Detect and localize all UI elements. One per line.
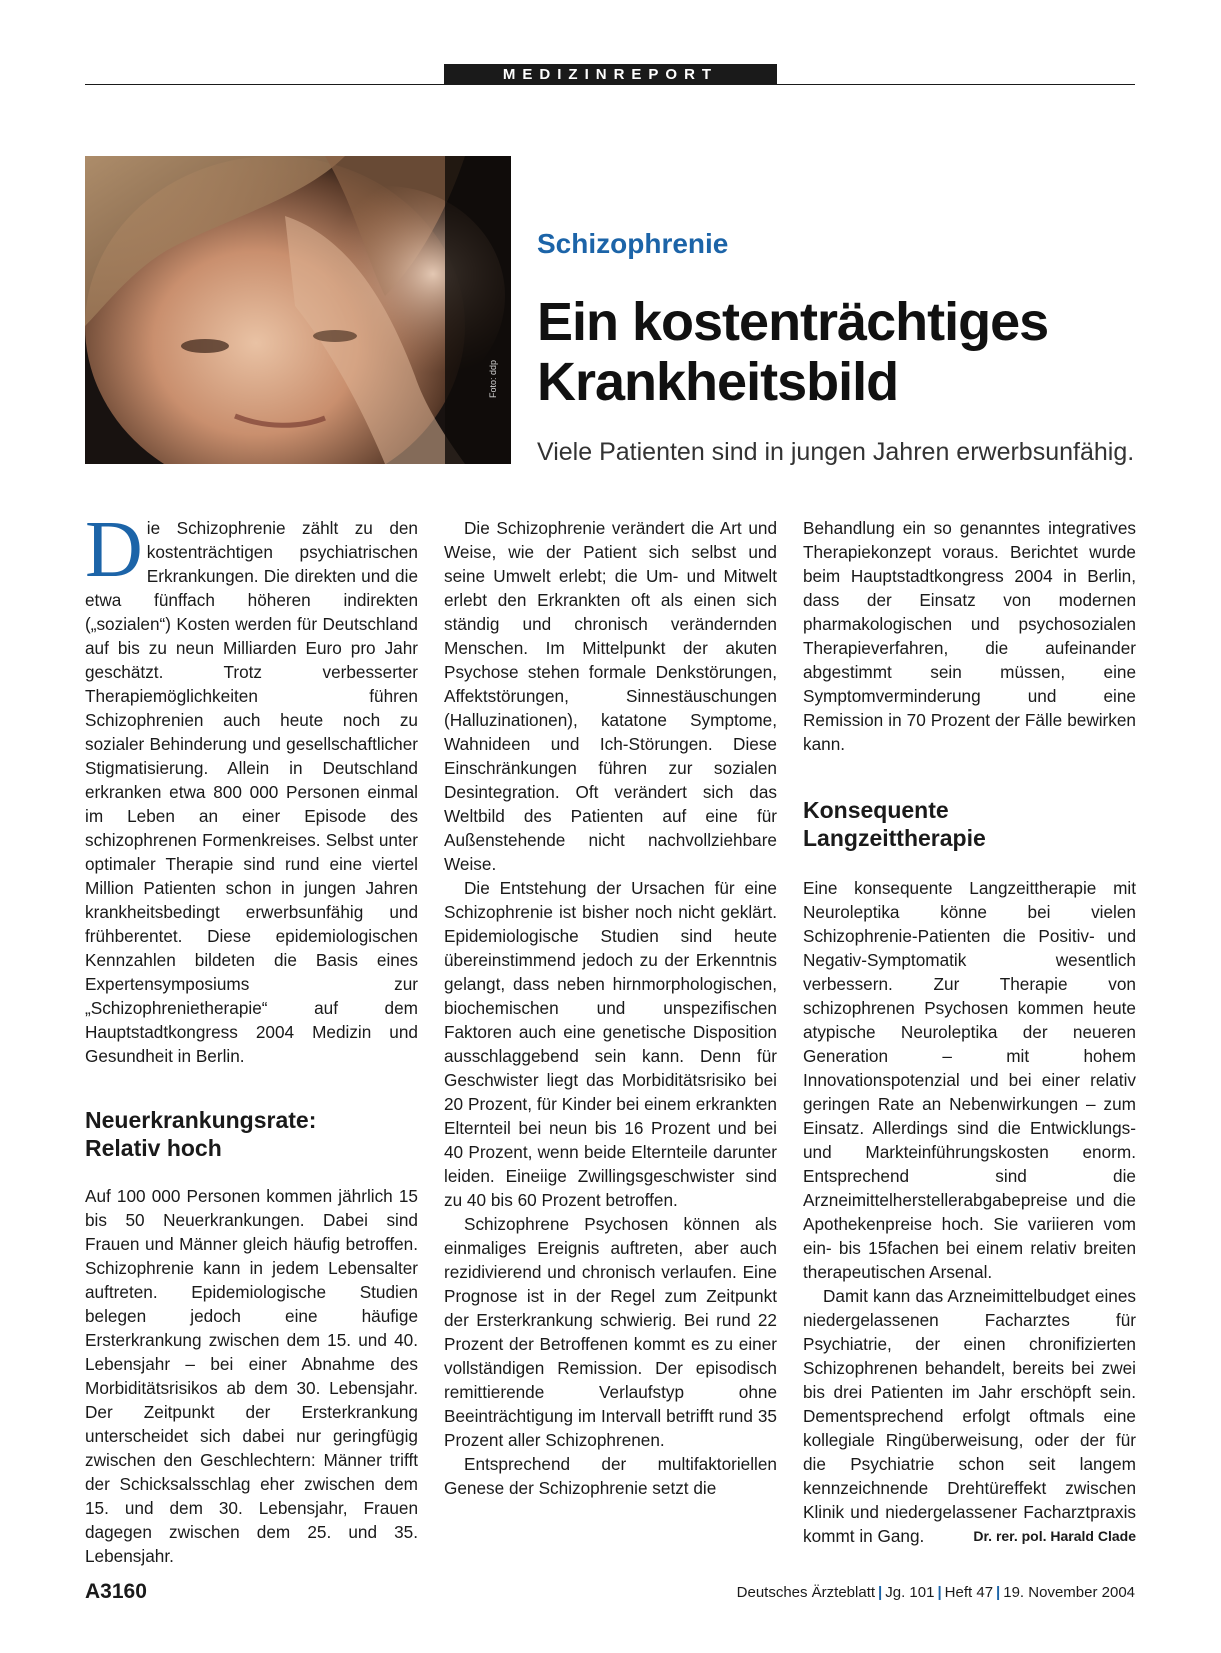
paragraph: Auf 100 000 Personen kommen jährlich 15 bis 50 Neuerkrankungen. Dabei sind Frauen und Männer gleich häufig betroffen. Schizophrenie kann in jedem Lebensalter auftreten. Epidemiologische Studien belegen jedoch eine häufige Ersterkrankung zwischen dem 15. und 40. Lebensjahr – bei einer Abnahme des Morbiditätsrisikos ab dem 30. Lebensjahr. Der Zeitpunkt der Ersterkrankung unterscheidet sich dabei nur geringfügig zwischen den Geschlechtern: Männer trifft der Schicksalsschlag eher zwischen dem 15. und dem 30. Lebensjahr, Frauen dagegen zwischen dem 25. und 35. Lebensjahr.	[85, 1186, 418, 1566]
kicker: Schizophrenie	[537, 228, 729, 259]
column-2	[444, 516, 777, 1500]
subhead-1-line-1: Neuerkrankungsrate:	[85, 1107, 317, 1133]
subhead-1-line-2: Relativ hoch	[85, 1135, 222, 1161]
photo-credit: Foto: ddp	[488, 359, 498, 398]
column-1	[85, 506, 418, 1568]
subhead-langzeittherapie: Konsequente Langzeittherapie	[803, 797, 986, 851]
paragraph: Entsprechend der multifaktoriellen Genese der Schizophrenie setzt die	[444, 1454, 777, 1498]
paragraph: Eine konsequente Langzeittherapie mit Neuroleptika könne bei vielen Schizophrenie-Patienten die Positiv- und Negativ-Symptomatik wesentlich verbessern. Zur Therapie von schizophrenen Psychosen kommen heute atypische Neuroleptika der neueren Generation – mit hohem Innovationspotenzial und bei einer relativ geringen Rate an Nebenwirkungen – zum Einsatz. Allerdings sind die Entwicklungs- und Markteinführungskosten enorm. Entsprechend sind die Arzneimittelherstellerabgabepreise und die Apothekenpreise hoch. Sie variieren vom ein- bis 15fachen bei einem relativ breiten therapeutischen Arsenal.	[803, 878, 1136, 1282]
separator: |	[937, 1584, 942, 1601]
paragraph-final-text: Damit kann das Arzneimittelbudget eines niedergelassenen Facharztes für Psychiatrie, der einen chronifizierten Schizophrenen behandelt, bereits bei zwei bis drei Patienten im Jahr erschöpft sein. Dementsprechend erfolgt oftmals eine kollegiale Ringüberweisung, oder der für die Psychiatrie schon seit langem kennzeichnende Drehtüreffekt zwischen Klinik und niedergelassener Facharztpraxis kommt in Gang.	[803, 1286, 1136, 1546]
subhead-neuerkrankungsrate	[85, 1106, 418, 1162]
paragraph: Die Schizophrenie verändert die Art und Weise, wie der Patient sich selbst und seine Umwelt erlebt; die Um- und Mitwelt erlebt den Erkrankten oft als einen sich ständig und chronisch verändernden Menschen. Im Mittelpunkt der akuten Psychose stehen formale Denkstörungen, Affektstörungen, Sinnestäuschungen (Halluzinationen), katatone Symptome, Wahnideen und Ich-Störungen. Diese Einschränkungen führen zur sozialen Desintegration. Oft verändert sich das Weltbild des Patienten auf eine für Außenstehende nicht nachvollziehbare Weise.	[444, 518, 777, 874]
page-number-value: 3160	[100, 1580, 147, 1603]
standfirst: Viele Patienten sind in jungen Jahren erwerbsunfähig.	[537, 438, 1135, 466]
journal-issue: Heft 47	[944, 1584, 994, 1601]
journal-date: 19. November 2004	[1003, 1584, 1135, 1601]
separator: |	[878, 1584, 883, 1601]
journal-name: Deutsches Ärzteblatt	[736, 1584, 876, 1601]
separator: |	[996, 1584, 1001, 1601]
article-photo	[85, 156, 511, 464]
paragraph: Die Entstehung der Ursachen für eine Schizophrenie ist bisher noch nicht geklärt. Epidemiologische Studien sind heute übereinstimmend jedoch zu der Erkenntnis gelangt, dass neben hirnmorphologischen, biochemischen und unspezifischen Faktoren auch eine genetische Disposition ausschlaggebend sein kann. Denn für Geschwister liegt das Morbiditätsrisiko bei 20 Prozent, für Kinder bei einem erkrankten Elternteil bei neun bis 16 Prozent und bei 40 Prozent, wenn beide Elternteile darunter leiden. Eineiige Zwillingsgeschwister sind zu 40 bis 60 Prozent betroffen.	[444, 878, 777, 1210]
page-prefix: A	[85, 1580, 101, 1603]
journal-volume: Jg. 101	[885, 1584, 935, 1601]
paragraph: Schizophrene Psychosen können als einmaliges Ereignis auftreten, aber auch rezidivierend und chronisch verlaufen. Eine Prognose ist in der Regel zum Zeitpunkt der Ersterkrankung schwierig. Bei rund 22 Prozent der Betroffenen kommt es zu einer vollständigen Remission. Der episodisch remittierende Verlaufstyp ohne Beeinträchtigung im Intervall betrifft rund 35 Prozent aller Schizophrenen.	[444, 1214, 777, 1450]
photo-illustration	[85, 156, 511, 464]
headline-line-1: Ein kostenträchtiges	[537, 292, 1049, 352]
headline	[537, 292, 1137, 412]
section-label: MEDIZINREPORT	[444, 64, 777, 85]
author-byline: Dr. rer. pol. Harald Clade	[973, 1528, 1136, 1544]
drop-cap: D	[85, 506, 143, 594]
paragraph-final	[803, 1284, 1136, 1548]
page-number	[85, 1580, 147, 1604]
column-3	[803, 516, 1136, 1548]
paragraph: Behandlung ein so genanntes integratives Therapiekonzept voraus. Berichtet wurde beim Hauptstadtkongress 2004 in Berlin, dass der Einsatz von modernen pharmakologischen und psychosozialen Therapieverfahren, die aufeinander abgestimmt sein müssen, eine Symptomverminderung und eine Remission in 70 Prozent der Fälle bewirken kann.	[803, 518, 1136, 754]
paragraph-intro-text: ie Schizophrenie zählt zu den kostenträchtigen psychiatrischen Erkrankungen. Die direkten und die etwa fünffach höheren indirekten („sozialen“) Kosten werden für Deutschland auf bis zu neun Milliarden Euro pro Jahr geschätzt. Trotz verbesserter Therapiemöglichkeiten führen Schizophrenien auch heute noch zu sozialer Behinderung und gesellschaftlicher Stigmatisierung. Allein in Deutschland erkranken etwa 800 000 Personen einmal im Leben an einer Episode des schizophrenen Formenkreises. Selbst unter optimaler Therapie sind rund eine viertel Million Patienten schon in jungen Jahren krankheitsbedingt erwerbsunfähig und frühberentet. Diese epidemiologischen Kennzahlen bildeten die Basis eines Expertensymposiums zur „Schizophrenietherapie“ auf dem Hauptstadtkongress 2004 Medizin und Gesundheit in Berlin.	[85, 518, 418, 1066]
headline-line-2: Krankheitsbild	[537, 352, 899, 412]
journal-info	[700, 1584, 1135, 1601]
paragraph-intro	[85, 506, 418, 1068]
